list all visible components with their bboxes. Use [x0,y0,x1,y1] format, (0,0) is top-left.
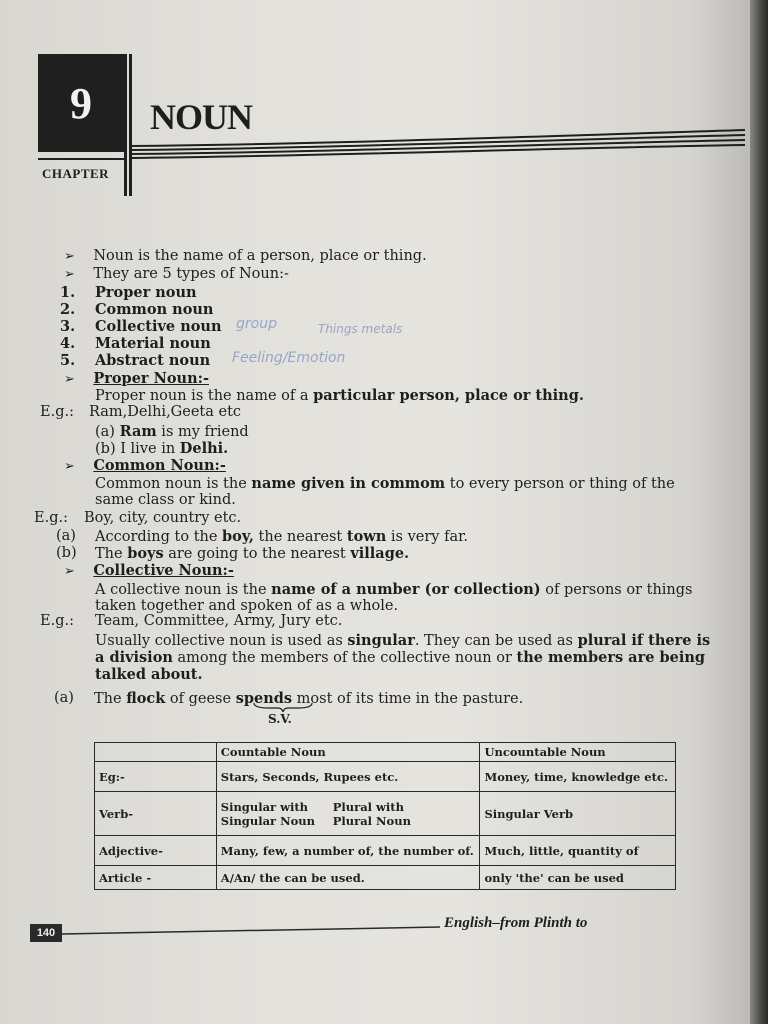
collective-usage-line-1: Usually collective noun is used as singular. They can be used as plural if there is [95,632,711,649]
chapter-number-box [38,54,124,152]
proper-example-a: (a) Ram is my friend [95,423,249,440]
arrow-bullet-icon: ➢ [64,564,75,579]
table-header-countable: Countable Noun [216,743,480,762]
handwritten-note-things: Things metals [318,322,403,336]
type-item-2: 2. Common noun [60,301,214,318]
proper-noun-heading: ➢ Proper Noun:- [64,370,209,387]
proper-example-b: (b) I live in Delhi. [95,440,229,457]
table-header-empty [95,743,217,762]
book-binding-edge [750,0,768,1024]
countable-cell: Many, few, a number of, the number of. [216,836,480,866]
collective-noun-definition-2: taken together and spoken of as a whole. [95,598,399,614]
table-header-row [95,743,676,762]
type-item-4: 4. Material noun [60,335,211,352]
countable-verb-plural: Plural with Plural Noun [332,799,411,828]
collective-usage-line-2: a division among the members of the collective noun or the members are being [95,649,706,666]
proper-noun-definition: Proper noun is the name of a particular person, place or thing. [95,387,584,404]
page-number: 140 [30,924,62,942]
type-item-1: 1. Proper noun [60,284,197,301]
arrow-bullet-icon: ➢ [64,459,75,474]
footer-rule [62,926,442,936]
collective-usage-line-3: talked about. [95,666,203,683]
intro-point-1: ➢ Noun is the name of a person, place or thing. [64,248,427,264]
common-noun-examples: E.g.: Boy, city, country etc. [34,510,242,526]
common-example-a: (a) According to the boy, the nearest town is very far. [56,528,469,545]
chapter-box-rule [38,158,124,160]
uncountable-cell: only 'the' can be used [480,866,676,890]
type-item-3: 3. Collective noun [60,318,222,335]
arrow-bullet-icon: ➢ [64,372,75,387]
sv-label: S.V. [268,712,292,726]
common-example-b: (b) The boys are going to the nearest village. [56,545,410,562]
chapter-label: CHAPTER [42,166,110,181]
uncountable-cell: Singular Verb [480,792,676,836]
countable-cell: A/An/ the can be used. [216,866,480,890]
collective-noun-examples: E.g.: Team, Committee, Army, Jury etc. [40,613,343,629]
table-row [95,792,676,836]
header-vertical-rule [124,54,127,196]
common-noun-definition-2: same class or kind. [95,492,236,508]
table-header-uncountable: Uncountable Noun [480,743,676,762]
row-label: Verb- [95,792,217,836]
arrow-bullet-icon: ➢ [64,267,75,282]
intro-point-2: ➢ They are 5 types of Noun:- [64,266,289,282]
row-label: Article - [95,866,217,890]
handwritten-note-feeling: Feeling/Emotion [232,350,346,366]
row-label: Adjective- [95,836,217,866]
footer-book-title: English–from Plinth to [444,915,588,931]
countable-cell: Stars, Seconds, Rupees etc. [216,762,480,792]
page-title: NOUN [150,97,252,137]
proper-noun-examples: E.g.: Ram,Delhi,Geeta etc [40,404,242,420]
countable-cell [216,792,480,836]
collective-noun-definition-1: A collective noun is the name of a number (or collection) of persons or things [95,581,693,598]
handwritten-note-group: group [236,316,277,332]
collective-noun-heading: ➢ Collective Noun:- [64,562,234,579]
table-row [95,762,676,792]
uncountable-cell: Much, little, quantity of [480,836,676,866]
common-noun-heading: ➢ Common Noun:- [64,457,226,474]
table-row [95,866,676,890]
arrow-bullet-icon: ➢ [64,249,75,264]
row-label: Eg:- [95,762,217,792]
table-row [95,836,676,866]
collective-example-a: (a) The flock of geese spends most of its time in the pasture. [54,690,524,707]
countable-verb-singular: Singular with Singular Noun [220,799,315,828]
chapter-number: 9 [70,78,92,128]
common-noun-definition-1: Common noun is the name given in commom to every person or thing of the [95,475,675,492]
countable-uncountable-table [94,742,676,890]
type-item-5: 5. Abstract noun [60,352,211,369]
uncountable-cell: Money, time, knowledge etc. [480,762,676,792]
header-swoosh-lines [130,118,750,160]
